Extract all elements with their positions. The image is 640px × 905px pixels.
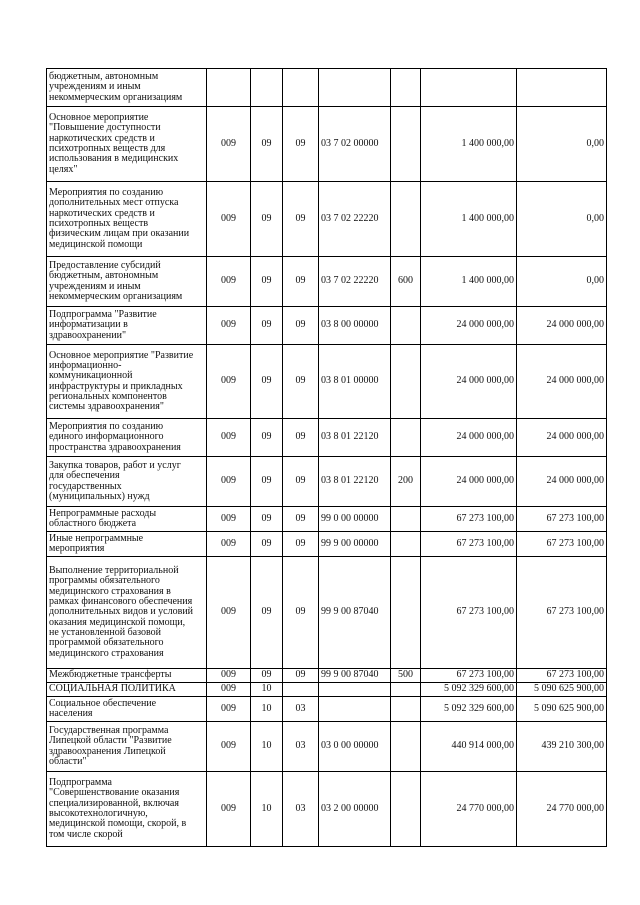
expense-type-cell xyxy=(391,507,421,532)
amount-year1-cell: 24 770 000,00 xyxy=(421,772,517,847)
table-row xyxy=(47,507,607,532)
section-code-cell: 09 xyxy=(251,669,283,683)
expense-type-cell xyxy=(391,69,421,107)
expense-type-cell xyxy=(391,683,421,697)
expense-type-cell: 500 xyxy=(391,669,421,683)
row-name-cell: Межбюджетные трансферты xyxy=(47,669,207,683)
row-name-cell: Закупка товаров, работ и услуг для обеспечения государственных (муниципальных) нужд xyxy=(47,457,207,507)
target-article-cell: 99 9 00 87040 xyxy=(319,669,391,683)
row-name-cell: Государственная программа Липецкой области "Развитие здравоохранения Липецкой области" xyxy=(47,722,207,772)
section-code-cell xyxy=(251,69,283,107)
row-name-cell: Предоставление субсидий бюджетным, автономным учреждениям и иным некоммерческим организациям xyxy=(47,257,207,307)
subsection-code-cell: 09 xyxy=(283,257,319,307)
ministry-code-cell: 009 xyxy=(207,722,251,772)
row-name-cell: Основное мероприятие "Повышение доступности наркотических средств и психотропных веществ для использования в медицинских целях" xyxy=(47,107,207,182)
amount-year2-cell: 0,00 xyxy=(517,107,607,182)
amount-year2-cell: 0,00 xyxy=(517,257,607,307)
target-article-cell: 03 8 01 22120 xyxy=(319,457,391,507)
target-article-cell: 99 9 00 00000 xyxy=(319,532,391,557)
subsection-code-cell: 09 xyxy=(283,532,319,557)
expense-type-cell xyxy=(391,772,421,847)
section-code-cell: 10 xyxy=(251,697,283,722)
amount-year2-cell: 67 273 100,00 xyxy=(517,507,607,532)
expense-type-cell: 600 xyxy=(391,257,421,307)
amount-year2-cell: 5 090 625 900,00 xyxy=(517,683,607,697)
ministry-code-cell: 009 xyxy=(207,683,251,697)
subsection-code-cell: 09 xyxy=(283,182,319,257)
expense-type-cell xyxy=(391,345,421,419)
section-code-cell: 09 xyxy=(251,345,283,419)
row-name-cell: СОЦИАЛЬНАЯ ПОЛИТИКА xyxy=(47,683,207,697)
section-code-cell: 09 xyxy=(251,257,283,307)
row-name-cell: Мероприятия по созданию единого информационного пространства здравоохранения xyxy=(47,419,207,457)
section-code-cell: 09 xyxy=(251,107,283,182)
row-name-cell: Выполнение территориальной программы обязательного медицинского страхования в рамках финансового обеспечения дополнительных видов и условий оказания медицинской помощи, не установленной базовой программой обязательного медицинского страхования xyxy=(47,557,207,669)
target-article-cell: 03 7 02 22220 xyxy=(319,182,391,257)
ministry-code-cell: 009 xyxy=(207,669,251,683)
target-article-cell xyxy=(319,69,391,107)
expense-type-cell xyxy=(391,107,421,182)
amount-year2-cell: 24 770 000,00 xyxy=(517,772,607,847)
table-row xyxy=(47,722,607,772)
row-name-cell: Основное мероприятие "Развитие информационно- коммуникационной инфраструктуры и прикладных региональных компонентов системы здравоохранения" xyxy=(47,345,207,419)
table-row xyxy=(47,107,607,182)
section-code-cell: 09 xyxy=(251,557,283,669)
section-code-cell: 09 xyxy=(251,507,283,532)
ministry-code-cell: 009 xyxy=(207,345,251,419)
section-code-cell: 10 xyxy=(251,683,283,697)
target-article-cell: 03 8 01 00000 xyxy=(319,345,391,419)
table-row xyxy=(47,669,607,683)
expense-type-cell: 200 xyxy=(391,457,421,507)
subsection-code-cell: 09 xyxy=(283,507,319,532)
section-code-cell: 09 xyxy=(251,182,283,257)
ministry-code-cell: 009 xyxy=(207,107,251,182)
amount-year2-cell: 24 000 000,00 xyxy=(517,457,607,507)
amount-year2-cell xyxy=(517,69,607,107)
amount-year1-cell: 67 273 100,00 xyxy=(421,507,517,532)
amount-year2-cell: 24 000 000,00 xyxy=(517,419,607,457)
table-row xyxy=(47,532,607,557)
amount-year2-cell: 67 273 100,00 xyxy=(517,557,607,669)
amount-year1-cell: 67 273 100,00 xyxy=(421,557,517,669)
target-article-cell: 03 7 02 22220 xyxy=(319,257,391,307)
subsection-code-cell: 03 xyxy=(283,722,319,772)
target-article-cell: 99 0 00 00000 xyxy=(319,507,391,532)
expense-type-cell xyxy=(391,182,421,257)
expense-type-cell xyxy=(391,697,421,722)
target-article-cell: 03 7 02 00000 xyxy=(319,107,391,182)
subsection-code-cell: 09 xyxy=(283,457,319,507)
table-row xyxy=(47,457,607,507)
amount-year2-cell: 439 210 300,00 xyxy=(517,722,607,772)
table-row xyxy=(47,307,607,345)
target-article-cell: 03 2 00 00000 xyxy=(319,772,391,847)
subsection-code-cell: 09 xyxy=(283,669,319,683)
subsection-code-cell: 03 xyxy=(283,772,319,847)
amount-year1-cell: 440 914 000,00 xyxy=(421,722,517,772)
section-code-cell: 10 xyxy=(251,722,283,772)
table-row xyxy=(47,772,607,847)
ministry-code-cell: 009 xyxy=(207,697,251,722)
amount-year2-cell: 24 000 000,00 xyxy=(517,345,607,419)
amount-year2-cell: 24 000 000,00 xyxy=(517,307,607,345)
target-article-cell xyxy=(319,683,391,697)
amount-year1-cell: 1 400 000,00 xyxy=(421,107,517,182)
row-name-cell: Иные непрограммные мероприятия xyxy=(47,532,207,557)
amount-year2-cell: 67 273 100,00 xyxy=(517,532,607,557)
expense-type-cell xyxy=(391,307,421,345)
amount-year2-cell: 67 273 100,00 xyxy=(517,669,607,683)
subsection-code-cell: 09 xyxy=(283,557,319,669)
amount-year1-cell: 24 000 000,00 xyxy=(421,307,517,345)
section-code-cell: 09 xyxy=(251,307,283,345)
subsection-code-cell: 09 xyxy=(283,107,319,182)
section-code-cell: 09 xyxy=(251,532,283,557)
amount-year1-cell: 24 000 000,00 xyxy=(421,457,517,507)
table-row xyxy=(47,683,607,697)
amount-year1-cell: 1 400 000,00 xyxy=(421,182,517,257)
ministry-code-cell: 009 xyxy=(207,307,251,345)
amount-year1-cell: 24 000 000,00 xyxy=(421,345,517,419)
subsection-code-cell: 09 xyxy=(283,419,319,457)
section-code-cell: 09 xyxy=(251,419,283,457)
expense-type-cell xyxy=(391,532,421,557)
amount-year1-cell: 5 092 329 600,00 xyxy=(421,683,517,697)
subsection-code-cell xyxy=(283,69,319,107)
target-article-cell: 03 8 00 00000 xyxy=(319,307,391,345)
ministry-code-cell: 009 xyxy=(207,419,251,457)
target-article-cell: 99 9 00 87040 xyxy=(319,557,391,669)
table-row xyxy=(47,697,607,722)
table-row xyxy=(47,557,607,669)
ministry-code-cell: 009 xyxy=(207,507,251,532)
ministry-code-cell: 009 xyxy=(207,557,251,669)
table-body xyxy=(47,69,607,847)
row-name-cell: бюджетным, автономным учреждениям и иным некоммерческим организациям xyxy=(47,69,207,107)
row-name-cell: Подпрограмма "Развитие информатизации в здравоохранении" xyxy=(47,307,207,345)
budget-table xyxy=(46,68,607,847)
section-code-cell: 10 xyxy=(251,772,283,847)
table-row xyxy=(47,257,607,307)
subsection-code-cell xyxy=(283,683,319,697)
target-article-cell: 03 0 00 00000 xyxy=(319,722,391,772)
amount-year1-cell xyxy=(421,69,517,107)
amount-year2-cell: 5 090 625 900,00 xyxy=(517,697,607,722)
subsection-code-cell: 03 xyxy=(283,697,319,722)
target-article-cell: 03 8 01 22120 xyxy=(319,419,391,457)
row-name-cell: Социальное обеспечение населения xyxy=(47,697,207,722)
table-row xyxy=(47,182,607,257)
ministry-code-cell: 009 xyxy=(207,257,251,307)
ministry-code-cell: 009 xyxy=(207,532,251,557)
amount-year1-cell: 67 273 100,00 xyxy=(421,532,517,557)
row-name-cell: Подпрограмма "Совершенствование оказания специализированной, включая высокотехнологичную, медицинской помощи, скорой, в том числе скорой xyxy=(47,772,207,847)
amount-year2-cell: 0,00 xyxy=(517,182,607,257)
amount-year1-cell: 1 400 000,00 xyxy=(421,257,517,307)
subsection-code-cell: 09 xyxy=(283,307,319,345)
expense-type-cell xyxy=(391,419,421,457)
table-row xyxy=(47,419,607,457)
subsection-code-cell: 09 xyxy=(283,345,319,419)
ministry-code-cell: 009 xyxy=(207,182,251,257)
amount-year1-cell: 67 273 100,00 xyxy=(421,669,517,683)
amount-year1-cell: 24 000 000,00 xyxy=(421,419,517,457)
expense-type-cell xyxy=(391,557,421,669)
row-name-cell: Мероприятия по созданию дополнительных мест отпуска наркотических средств и психотропных веществ физическим лицам при оказании медицинской помощи xyxy=(47,182,207,257)
expense-type-cell xyxy=(391,722,421,772)
table-row xyxy=(47,69,607,107)
table-row xyxy=(47,345,607,419)
amount-year1-cell: 5 092 329 600,00 xyxy=(421,697,517,722)
ministry-code-cell: 009 xyxy=(207,457,251,507)
row-name-cell: Непрограммные расходы областного бюджета xyxy=(47,507,207,532)
ministry-code-cell xyxy=(207,69,251,107)
ministry-code-cell: 009 xyxy=(207,772,251,847)
target-article-cell xyxy=(319,697,391,722)
section-code-cell: 09 xyxy=(251,457,283,507)
